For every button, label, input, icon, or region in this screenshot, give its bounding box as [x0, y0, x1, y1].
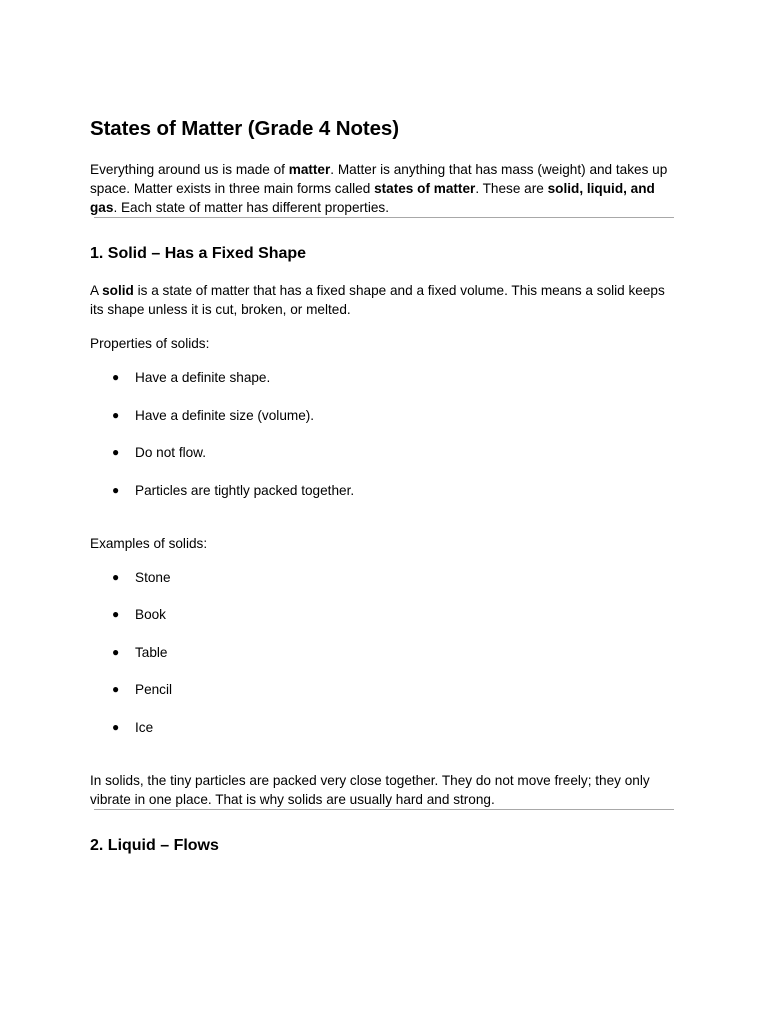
list-item: [90, 406, 680, 425]
bullet-icon: ●: [112, 370, 120, 384]
list-item-text: Have a definite shape.: [135, 370, 271, 385]
intro-bold-matter: matter: [288, 162, 331, 177]
document-content: [90, 115, 680, 857]
list-item: [90, 718, 680, 737]
bullet-icon: ●: [112, 569, 120, 584]
solid-def-bold: solid: [102, 283, 134, 298]
bullet-icon: ●: [112, 644, 120, 659]
examples-list: [90, 568, 680, 737]
list-item: [90, 605, 680, 624]
list-item-text: Ice: [135, 719, 154, 735]
list-item: [90, 368, 680, 387]
list-item-text: Do not flow.: [135, 445, 207, 460]
section-divider: [94, 217, 674, 218]
list-item-text: Pencil: [135, 682, 173, 697]
list-item-text: Book: [135, 607, 166, 622]
bullet-icon: ●: [112, 607, 120, 621]
intro-bold-forms: solid, liquid, and gas: [90, 181, 655, 215]
solid-def-text-1: A: [90, 283, 103, 298]
bullet-icon: ●: [112, 719, 120, 734]
list-item: [90, 568, 680, 587]
list-item: [90, 680, 680, 699]
intro-paragraph: [90, 160, 680, 217]
properties-list: [90, 368, 680, 500]
intro-text-3: . These are: [475, 181, 548, 196]
list-item: [90, 643, 680, 662]
document-title: States of Matter (Grade 4 Notes): [90, 117, 399, 140]
list-item-text: Particles are tightly packed together.: [135, 482, 355, 498]
examples-label: Examples of solids:: [90, 535, 208, 551]
solid-note: In solids, the tiny particles are packed very close together. They do not move freely; they only vibrate in one place. That is why solids are usually hard and strong.: [90, 772, 650, 807]
intro-text-1: Everything around us is made of: [90, 162, 289, 177]
list-item-text: Stone: [135, 569, 171, 585]
bullet-icon: ●: [112, 482, 120, 497]
bullet-icon: ●: [112, 407, 120, 422]
list-item-text: Have a definite size (volume).: [135, 407, 315, 423]
list-item: [90, 481, 680, 500]
list-item: [90, 443, 680, 462]
properties-label: Properties of solids:: [90, 336, 210, 351]
section-divider: [94, 809, 674, 810]
list-item-text: Table: [135, 644, 168, 660]
liquid-heading: 2. Liquid – Flows: [90, 836, 219, 854]
intro-bold-states: states of matter: [374, 181, 476, 196]
bullet-icon: ●: [112, 682, 120, 696]
bullet-icon: ●: [112, 445, 120, 459]
solid-definition: [90, 281, 680, 319]
intro-text-4: . Each state of matter has different properties.: [113, 200, 389, 215]
intro-text-2: . Matter is anything that has mass (weight) and takes up space. Matter exists in three main forms called: [90, 162, 668, 196]
solid-def-text-2: is a state of matter that has a fixed shape and a fixed volume. This means a solid keeps its shape unless it is cut, broken, or melted.: [90, 283, 665, 317]
solid-heading: 1. Solid – Has a Fixed Shape: [90, 245, 307, 262]
